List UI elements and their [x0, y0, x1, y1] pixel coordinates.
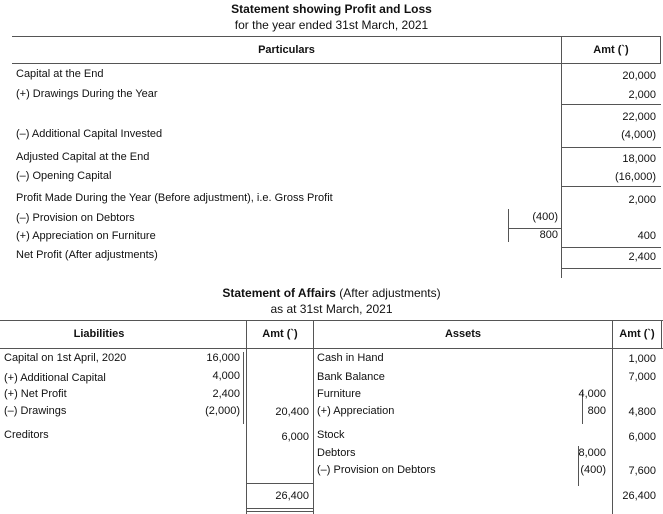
sa-col-amt: Amt (`): [262, 328, 298, 340]
pl-row-amt: 20,000: [622, 70, 656, 82]
sa-asset-label: Bank Balance: [317, 371, 385, 383]
sa-asset-label: Stock: [317, 429, 345, 441]
sa-liab-total-rule: [246, 483, 313, 484]
sa-asset-mid: 8,000: [578, 447, 606, 459]
sa-title-bold: Statement of Affairs: [222, 286, 336, 300]
sa-total-liabilities: 26,400: [275, 490, 309, 502]
sa-total-assets: 26,400: [622, 490, 656, 502]
pl-row-label: (+) Appreciation on Furniture: [16, 230, 156, 242]
sa-subtitle: as at 31st March, 2021: [270, 302, 393, 316]
sa-top-border: [0, 320, 663, 321]
sa-liab-total-double-rule-2: [246, 511, 313, 512]
sa-liability-label: Capital on 1st April, 2020: [4, 352, 127, 364]
sa-liability-label: (+) Net Profit: [4, 388, 67, 400]
pl-subtotal-rule-1: [561, 104, 661, 105]
pl-subtitle: for the year ended 31st March, 2021: [234, 18, 429, 32]
sa-asset-amt: 7,600: [628, 465, 656, 477]
pl-row-amt: 2,000: [628, 89, 656, 101]
sa-asset-amt: 1,000: [628, 353, 656, 365]
sa-asset-amt: 7,000: [628, 371, 656, 383]
sa-liability-mid: (2,000): [205, 405, 240, 417]
sa-asset-amt: 6,000: [628, 431, 656, 443]
pl-row-mid: 800: [539, 229, 558, 241]
sa-asset-label: (–) Provision on Debtors: [317, 464, 436, 476]
pl-title: Statement showing Profit and Loss: [231, 2, 432, 16]
sa-liab-total-double-rule: [246, 508, 313, 509]
sa-asset-label: Furniture: [317, 388, 362, 400]
pl-header-border: [12, 63, 661, 64]
pl-row-label: (–) Opening Capital: [16, 170, 112, 182]
sa-col-liabilities: Liabilities: [73, 328, 125, 340]
sa-asset-mid: 800: [587, 405, 606, 417]
sa-asset-label: Cash in Hand: [317, 352, 384, 364]
pl-right-border: [660, 36, 661, 63]
sa-liability-mid: 16,000: [206, 352, 240, 364]
sa-asset-mid: (400): [580, 464, 606, 476]
pl-col-particulars: Particulars: [258, 44, 315, 56]
sa-header-border: [0, 348, 663, 349]
pl-net-rule: [561, 247, 661, 248]
pl-subtotal-rule-3: [561, 186, 661, 187]
pl-row-amt: (16,000): [615, 171, 656, 183]
pl-top-border: [12, 36, 661, 37]
pl-row-amt: 400: [637, 230, 656, 242]
pl-col-amt: Amt (`): [593, 44, 629, 56]
sa-asset-label: Debtors: [317, 447, 356, 459]
pl-row-label: Adjusted Capital at the End: [16, 151, 150, 163]
sa-liability-mid: 2,400: [212, 388, 240, 400]
pl-row-label: (+) Drawings During the Year: [16, 88, 158, 100]
sa-liability-amt: 6,000: [281, 431, 309, 443]
sa-liab-sub-divider: [243, 352, 244, 424]
pl-row-amt: (4,000): [621, 129, 656, 141]
sa-asset-label: (+) Appreciation: [317, 405, 395, 417]
sa-liability-label: (+) Additional Capital: [4, 372, 106, 384]
pl-row-label: Profit Made During the Year (Before adjustment), i.e. Gross Profit: [16, 192, 333, 204]
sa-asset-amt: 4,800: [628, 406, 656, 418]
sa-col-amt2: Amt (`): [619, 328, 655, 340]
pl-subtotal-rule-2: [561, 147, 661, 148]
sa-title: [0, 286, 663, 300]
pl-row-label: (–) Additional Capital Invested: [16, 128, 163, 140]
pl-row-label: (–) Provision on Debtors: [16, 212, 135, 224]
pl-final-rule: [561, 268, 661, 269]
pl-row-amt: 2,000: [628, 194, 656, 206]
sa-liability-label: (–) Drawings: [4, 405, 67, 417]
pl-row-amt: 2,400: [628, 251, 656, 263]
sa-liability-mid: 4,000: [212, 370, 240, 382]
pl-row-mid: (400): [532, 211, 558, 223]
sa-mid-divider-2: [313, 320, 314, 514]
pl-row-amt: 22,000: [622, 111, 656, 123]
sa-liability-label: Creditors: [4, 429, 49, 441]
sa-liability-amt: 20,400: [275, 406, 309, 418]
sa-asset-mid: 4,000: [578, 388, 606, 400]
pl-row-label: Net Profit (After adjustments): [16, 249, 158, 261]
pl-row-amt: 18,000: [622, 153, 656, 165]
sa-right-border: [661, 320, 662, 348]
sa-title-rest: (After adjustments): [335, 286, 441, 300]
pl-row-label: Capital at the End: [16, 68, 104, 80]
sa-col-assets: Assets: [444, 328, 482, 340]
